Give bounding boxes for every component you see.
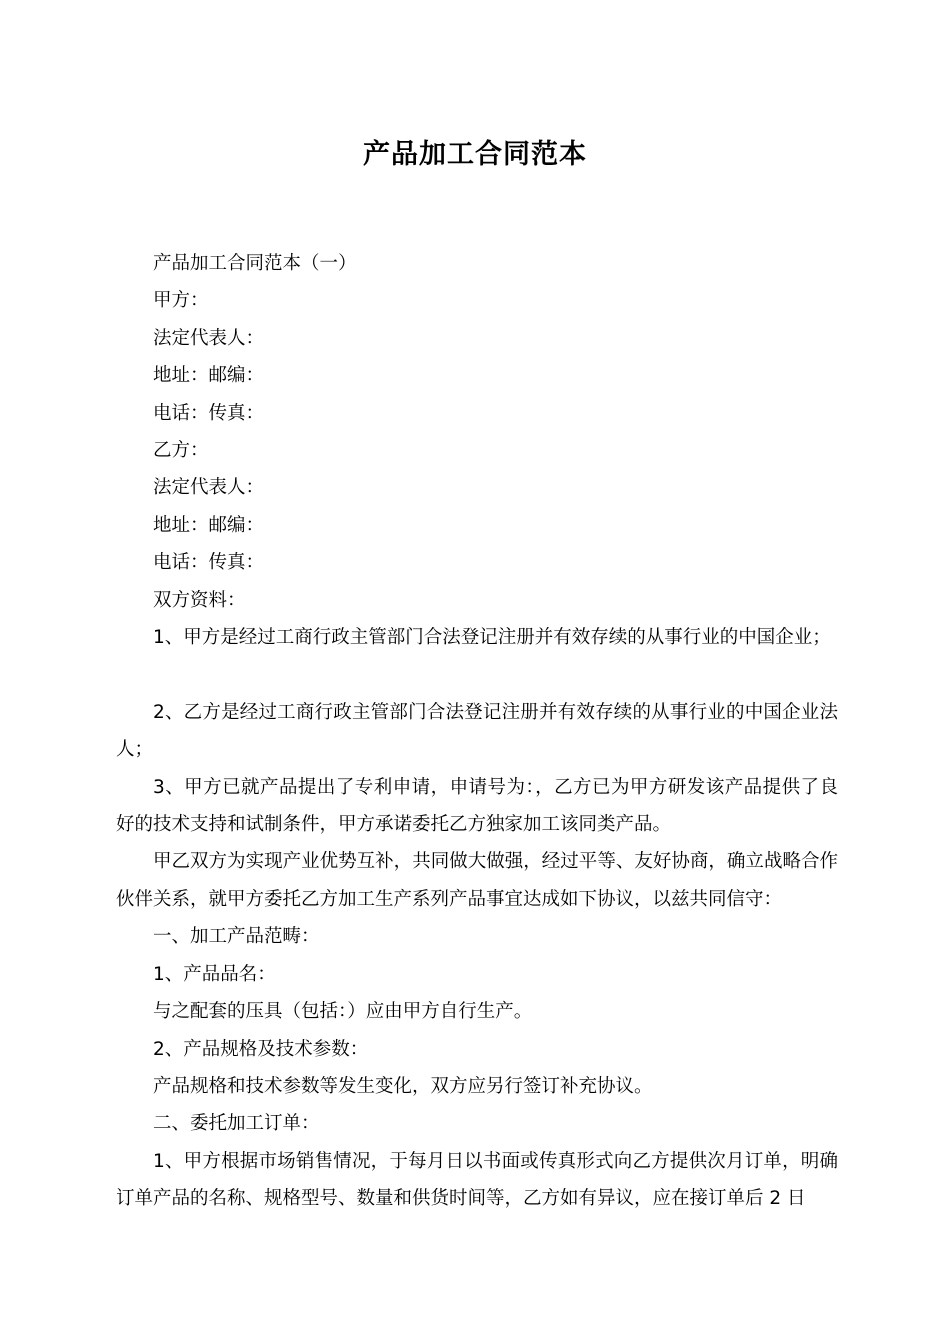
party-b-address: 地址：邮编：: [153, 514, 265, 536]
subtitle-paragraph: 产品加工合同范本（一）: [153, 253, 357, 274]
section-heading: 二、委托加工订单：: [153, 1113, 320, 1135]
section-heading: 一、加工产品范畴：: [153, 926, 320, 948]
clause-paragraph: 3、甲方已就产品提出了专利申请，申请号为：，乙方已为甲方研发该产品提供了良好的技术支持和试制条件，甲方承诺委托乙方独家加工该同类产品。: [116, 776, 838, 836]
parties-info-heading: 双方资料：: [153, 589, 246, 611]
party-a-address: 地址：邮编：: [153, 365, 265, 387]
party-b-representative: 法定代表人：: [153, 477, 265, 499]
party-b-phone: 电话：传真：: [153, 552, 265, 574]
clause-paragraph: 2、产品规格及技术参数：: [153, 1038, 369, 1060]
party-a-label: 甲方：: [153, 290, 209, 312]
party-b-label: 乙方：: [153, 440, 209, 462]
blank-line: [116, 656, 838, 693]
clause-paragraph: 产品规格和技术参数等发生变化，双方应另行签订补充协议。: [153, 1075, 653, 1097]
clause-paragraph: 1、甲方根据市场销售情况，于每月日以书面或传真形式向乙方提供次月订单，明确订单产品的名称、规格型号、数量和供货时间等，乙方如有异议，应在接订单后 2 日: [116, 1150, 838, 1210]
preamble-paragraph: 甲乙双方为实现产业优势互补，共同做大做强，经过平等、友好协商，确立战略合作伙伴关系，就甲方委托乙方加工生产系列产品事宜达成如下协议，以兹共同信守：: [116, 851, 838, 910]
party-a-phone: 电话：传真：: [153, 402, 265, 424]
document-body: [116, 245, 838, 1218]
party-a-representative: 法定代表人：: [153, 327, 265, 349]
clause-paragraph: 2、乙方是经过工商行政主管部门合法登记注册并有效存续的从事行业的中国企业法人；: [116, 701, 838, 761]
clause-paragraph: 与之配套的压具（包括：）应由甲方自行生产。: [153, 1001, 533, 1023]
document-title: 产品加工合同范本: [363, 139, 587, 170]
clause-paragraph: 1、甲方是经过工商行政主管部门合法登记注册并有效存续的从事行业的中国企业；: [153, 627, 831, 649]
clause-paragraph: 1、产品品名：: [153, 963, 276, 985]
